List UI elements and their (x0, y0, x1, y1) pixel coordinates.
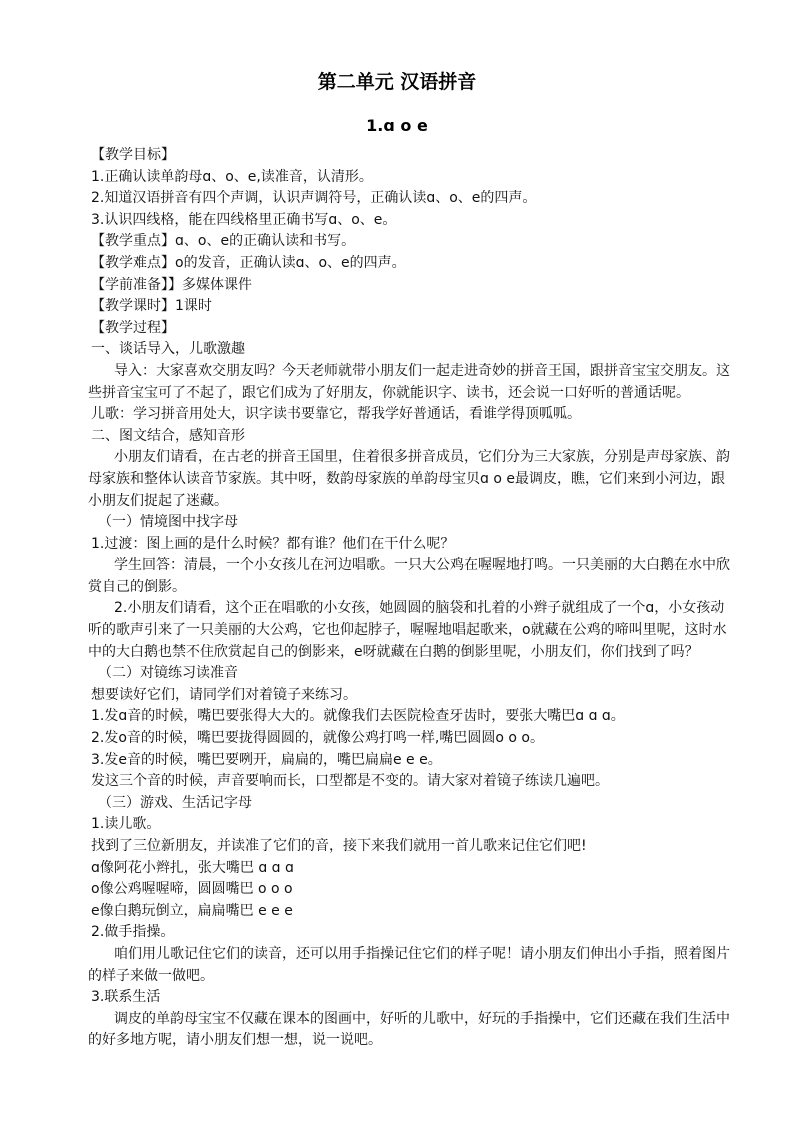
body-line: 3.发e音的时候，嘴巴要咧开，扁扁的，嘴巴扁扁e e e。 (91, 751, 442, 768)
body-line: 导入：大家喜欢交朋友吗？今天老师就带小朋友们一起走进奇妙的拼音王国，跟拼音宝宝交朋友。这些拼音宝宝可了不起了，跟它们成为了好朋友，你就能识字、读书，还会说一口好听的普通话呢。 (88, 362, 730, 401)
body-line: 【教学重点】ɑ、o、e的正确认读和书写。 (91, 233, 356, 250)
body-line: 找到了三位新朋友，并读准了它们的音，接下来我们就用一首儿歌来记住它们吧! (91, 838, 587, 854)
body-line: 1.过渡：图上画的是什么时候？都有谁？他们在干什么呢？ (91, 535, 455, 552)
body-line: o像公鸡喔喔啼，圆圆嘴巴 o o o (91, 881, 293, 898)
body-line: e像白鹅玩倒立，扁扁嘴巴 e e e (91, 902, 293, 919)
body-line: （一）情境图中找字母 (91, 514, 238, 531)
lesson-body (88, 145, 738, 1052)
body-line: 一、谈话导入，儿歌激趣 (91, 341, 245, 358)
body-line: 儿歌：学习拼音用处大，识字读书要靠它，帮我学好普通话，看谁学得顶呱呱。 (91, 406, 581, 423)
body-line: 【教学过程】 (91, 319, 175, 336)
body-line: 【教学难点】o的发音，正确认读ɑ、o、e的四声。 (91, 254, 406, 271)
body-line: 1.发ɑ音的时候，嘴巴要张得大大的。就像我们去医院检查牙齿时，要张大嘴巴ɑ ɑ ɑ。 (91, 708, 625, 725)
body-line: 2.小朋友们请看，这个正在唱歌的小女孩，她圆圆的脑袋和扎着的小辫子就组成了一个ɑ，小女孩动听的歌声引来了一只美丽的大公鸡，它也仰起脖子，喔喔地唱起歌来，o就藏在公鸡的啼叫里呢，这时水中的大白鹅也禁不住欣赏起自己的倒影来，e呀就藏在白鹅的倒影里呢，小朋友们，你们找到了吗？ (88, 600, 727, 660)
body-line: 学生回答：清晨，一个小女孩儿在河边唱歌。一只大公鸡在喔喔地打鸣。一只美丽的大白鹅在水中欣赏自己的倒影。 (88, 557, 730, 595)
body-line: 2.做手指操。 (91, 924, 175, 941)
body-line: 【学前准备】】多媒体课件 (91, 276, 252, 293)
body-line: 咱们用儿歌记住它们的读音，还可以用手指操记住它们的样子呢！请小朋友们伸出小手指，照着图片的样子来做一做吧。 (88, 945, 730, 984)
body-line: 1.读儿歌。 (91, 816, 161, 833)
body-line: 二、图文结合，感知音形 (91, 427, 245, 444)
page-title: 第二单元 汉语拼音 (317, 71, 477, 93)
body-line: 2.发o音的时候，嘴巴要拢得圆圆的，就像公鸡打鸣一样,嘴巴圆圆o o o。 (91, 730, 544, 747)
body-line: 调皮的单韵母宝宝不仅藏在课本的图画中，好听的儿歌中，好玩的手指操中，它们还藏在我们生活中的好多地方呢，请小朋友们想一想，说一说吧。 (88, 1010, 730, 1049)
body-line: 2.知道汉语拼音有四个声调，认识声调符号，正确认读ɑ、o、e的四声。 (91, 190, 537, 207)
lesson-title: 1.ɑ o e (366, 116, 428, 135)
body-line: 3.联系生活 (91, 989, 161, 1006)
body-line: 想要读好它们，请同学们对着镜子来练习。 (91, 686, 357, 703)
body-line: 发这三个音的时候，声音要响而长，口型都是不变的。请大家对着镜子练读几遍吧。 (91, 773, 609, 790)
body-line: （三）游戏、生活记字母 (91, 794, 252, 811)
body-line: 【教学目标】 (91, 147, 175, 163)
body-line: 【教学课时】1课时 (91, 298, 212, 315)
body-line: 1.正确认读单韵母ɑ、o、e,读准音，认清形。 (91, 168, 373, 185)
body-line: ɑ像阿花小辫扎，张大嘴巴 ɑ ɑ ɑ (91, 859, 294, 876)
body-line: （二）对镜练习读准音 (91, 665, 238, 682)
body-line: 小朋友们请看，在古老的拼音王国里，住着很多拼音成员，它们分为三大家族，分别是声母家族、韵母家族和整体认读音节家族。其中呀，数韵母家族的单韵母宝贝ɑ o e最调皮，瞧，它们来到小河边，跟小朋友们捉起了迷藏。 (88, 449, 730, 509)
body-line: 3.认识四线格，能在四线格里正确书写ɑ、o、e。 (91, 211, 397, 228)
